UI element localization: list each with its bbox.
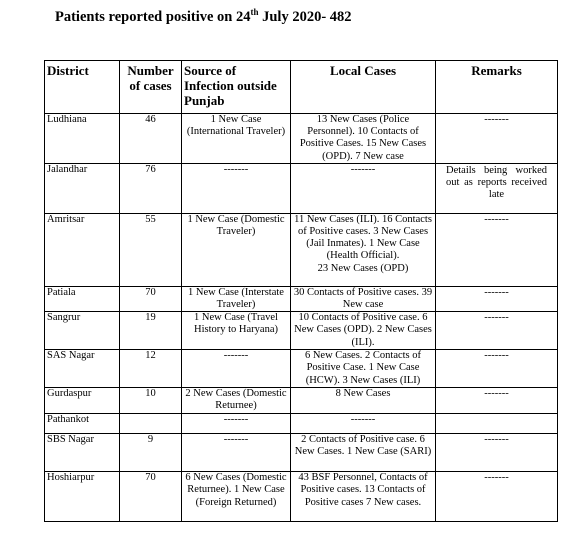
remarks-cell: -------: [436, 114, 558, 164]
district-cell: SBS Nagar: [45, 434, 120, 472]
header-number-of-cases: Number of cases: [120, 61, 182, 114]
local-cases-cell: -------: [291, 414, 436, 434]
case-count-cell: 70: [120, 286, 182, 311]
district-cell: Amritsar: [45, 213, 120, 286]
local-cases-cell: 43 BSF Personnel, Contacts of Positive cases. 13 Contacts of Positive cases 7 New cases.: [291, 472, 436, 522]
district-cell: Patiala: [45, 286, 120, 311]
district-cell: Pathankot: [45, 414, 120, 434]
local-cases-cell: 6 New Cases. 2 Contacts of Positive Case. 1 New Case (HCW). 3 New Cases (ILI): [291, 350, 436, 388]
header-row: [45, 61, 558, 114]
header-local-cases: Local Cases: [291, 61, 436, 114]
remarks-cell: -------: [436, 350, 558, 388]
local-cases-cell: 8 New Cases: [291, 388, 436, 414]
local-cases-cell: 30 Contacts of Positive cases. 39 New case: [291, 286, 436, 311]
table-row: [45, 350, 558, 388]
local-cases-cell: 2 Contacts of Positive case. 6 New Cases. 1 New Case (SARI): [291, 434, 436, 472]
case-count-cell: [120, 414, 182, 434]
district-cell: Jalandhar: [45, 163, 120, 213]
page-title: [55, 9, 352, 26]
source-cell: -------: [182, 163, 291, 213]
header-remarks: Remarks: [436, 61, 558, 114]
case-count-cell: 70: [120, 472, 182, 522]
local-cases-cell: [291, 213, 436, 286]
table-row: [45, 414, 558, 434]
table-row: [45, 472, 558, 522]
title-superscript: th: [250, 7, 259, 18]
remarks-cell: -------: [436, 286, 558, 311]
table-row: [45, 163, 558, 213]
district-cell: Ludhiana: [45, 114, 120, 164]
remarks-cell: -------: [436, 434, 558, 472]
local-cases-opd-text: 23 New Cases (OPD): [317, 262, 409, 274]
positive-cases-table: [44, 60, 558, 522]
local-cases-cell: 13 New Cases (Police Personnel). 10 Contacts of Positive Cases. 15 New Cases (OPD). 7 New case: [291, 114, 436, 164]
remarks-cell: -------: [436, 472, 558, 522]
local-cases-cell: -------: [291, 163, 436, 213]
table-row: [45, 434, 558, 472]
source-cell: 2 New Cases (Domestic Returnee): [182, 388, 291, 414]
case-count-cell: 19: [120, 312, 182, 350]
case-count-cell: 76: [120, 163, 182, 213]
case-count-cell: 46: [120, 114, 182, 164]
source-cell: 6 New Cases (Domestic Returnee). 1 New Case (Foreign Returned): [182, 472, 291, 522]
table-row: [45, 213, 558, 286]
table-row: [45, 312, 558, 350]
table-row: [45, 286, 558, 311]
case-count-cell: 10: [120, 388, 182, 414]
district-cell: Sangrur: [45, 312, 120, 350]
source-cell: 1 New Case (Travel History to Haryana): [182, 312, 291, 350]
district-cell: SAS Nagar: [45, 350, 120, 388]
header-district: District: [45, 61, 120, 114]
source-cell: -------: [182, 414, 291, 434]
remarks-cell: -------: [436, 213, 558, 286]
table-row: [45, 388, 558, 414]
remarks-cell: Details being worked out as reports received late: [436, 163, 558, 213]
header-source: Source of Infection outside Punjab: [182, 61, 291, 114]
remarks-cell: -------: [436, 312, 558, 350]
title-suffix: July 2020- 482: [258, 9, 352, 25]
case-count-cell: 12: [120, 350, 182, 388]
case-count-cell: 55: [120, 213, 182, 286]
source-cell: 1 New Case (Interstate Traveler): [182, 286, 291, 311]
district-cell: Hoshiarpur: [45, 472, 120, 522]
case-count-cell: 9: [120, 434, 182, 472]
title-prefix: Patients reported positive on 24: [55, 9, 251, 25]
source-cell: 1 New Case (International Traveler): [182, 114, 291, 164]
source-cell: -------: [182, 350, 291, 388]
table-row: [45, 114, 558, 164]
remarks-cell: -------: [436, 388, 558, 414]
remarks-cell: [436, 414, 558, 434]
district-cell: Gurdaspur: [45, 388, 120, 414]
source-cell: -------: [182, 434, 291, 472]
local-cases-cell: 10 Contacts of Positive case. 6 New Cases (OPD). 2 New Cases (ILI).: [291, 312, 436, 350]
source-cell: 1 New Case (Domestic Traveler): [182, 213, 291, 286]
local-cases-text: 11 New Cases (ILI). 16 Contacts of Positive cases. 3 New Cases (Jail Inmates). 1 New Case (Health Official).: [294, 213, 432, 262]
